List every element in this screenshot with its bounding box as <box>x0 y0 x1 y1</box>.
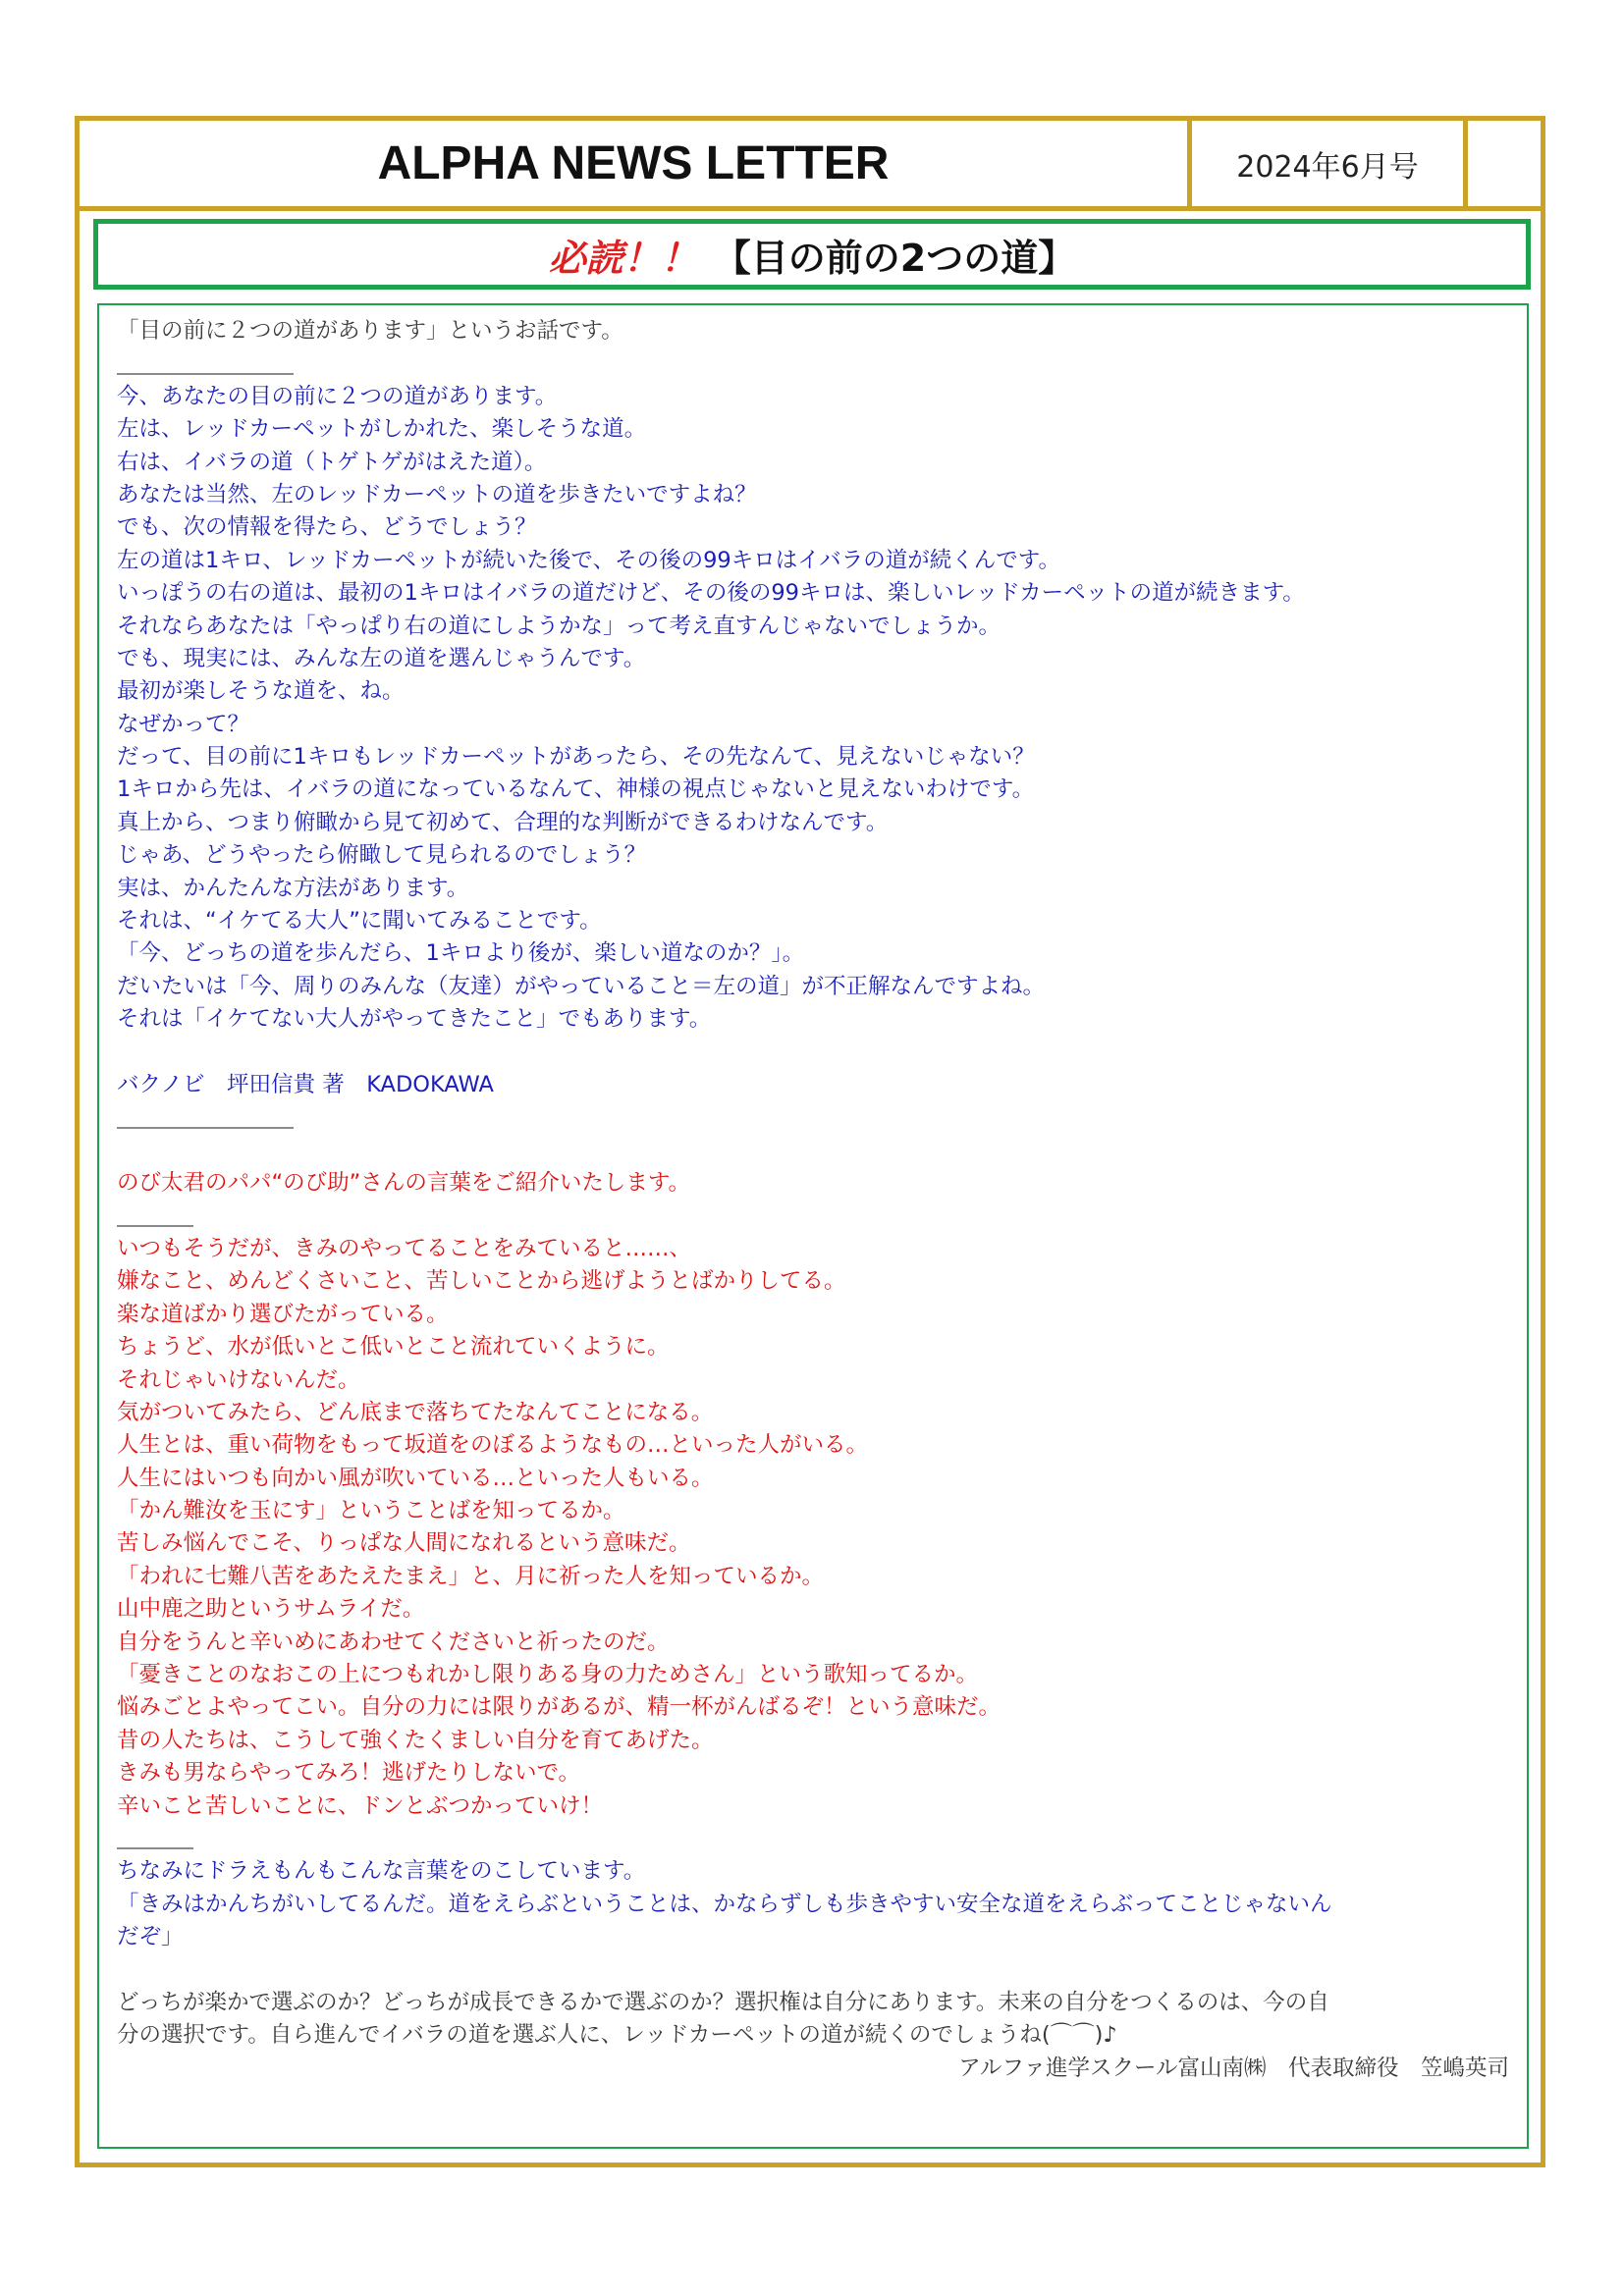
quote-line: いつもそうだが、きみのやってることをみていると……、 <box>117 1235 692 1261</box>
story-line: あなたは当然、左のレッドカーペットの道を歩きたいですよね？ <box>117 481 757 507</box>
story-line: でも、次の情報を得たら、どうでしょう？ <box>117 514 537 541</box>
story-line: なぜかって？ <box>117 711 250 737</box>
must-read-label: 必読！！ <box>548 236 698 280</box>
intro-line: 「目の前に２つの道があります」というお話です。 <box>117 318 623 344</box>
quote-line: 辛いこと苦しいことに、ドンとぶつかっていけ！ <box>117 1792 604 1819</box>
doraemon-line: だぞ」 <box>117 1924 184 1950</box>
quote-line: 山中鹿之助というサムライだ。 <box>117 1596 425 1623</box>
story-section <box>117 381 1509 1037</box>
divider <box>117 347 1509 380</box>
article-body <box>97 303 1529 2149</box>
header <box>80 121 1541 211</box>
quote-line: 気がついてみたら、どん底まで落ちてたなんてことになる。 <box>117 1399 714 1425</box>
headline-banner <box>93 219 1531 290</box>
newsletter-frame <box>75 116 1545 2167</box>
divider <box>117 1101 1509 1134</box>
story-line: 今、あなたの目の前に２つの道があります。 <box>117 383 558 409</box>
divider <box>117 1201 1509 1233</box>
story-line: 左の道は1キロ、レッドカーペットが続いた後で、その後の99キロはイバラの道が続くんです。 <box>117 547 1060 573</box>
story-line: 左は、レッドカーペットがしかれた、楽しそうな道。 <box>117 416 647 443</box>
quote-line: 嫌なこと、めんどくさいこと、苦しいことから逃げようとばかりしてる。 <box>117 1268 846 1295</box>
story-line: 「今、どっちの道を歩んだら、1キロより後が、楽しい道なのか？」。 <box>117 940 805 967</box>
story-line: それは「イケてない大人がやってきたこと」でもあります。 <box>117 1006 712 1033</box>
newsletter-title: ALPHA NEWS LETTER <box>377 137 890 189</box>
closing-line: 分の選択です。自ら進んでイバラの道を選ぶ人に、レッドカーペットの道が続くのでしょうね(⌒⌒)♪ <box>117 2022 1117 2049</box>
quote-line: ちょうど、水が低いとこ低いとこと流れていくように。 <box>117 1334 670 1361</box>
story-line: 最初が楽しそうな道を、ね。 <box>117 678 405 705</box>
nobisuke-intro: のび太君のパパ“のび助”さんの言葉をご紹介いたします。 <box>117 1170 691 1197</box>
quote-line: 人生とは、重い荷物をもって坂道をのぼるようなもの…といった人がいる。 <box>117 1432 869 1459</box>
story-line: 右は、イバラの道（トゲトゲがはえた道）。 <box>117 449 547 475</box>
story-line: 真上から、つまり俯瞰から見て初めて、合理的な判断ができるわけなんです。 <box>117 809 889 835</box>
quote-line: 楽な道ばかり選びたがっている。 <box>117 1301 449 1327</box>
story-line: だって、目の前に1キロもレッドカーペットがあったら、その先なんて、見えないじゃない？ <box>117 744 1035 771</box>
quote-line: 悩みごとよやってこい。自分の力には限りがあるが、精一杯がんばるぞ！という意味だ。 <box>117 1694 1001 1721</box>
quote-line: きみも男ならやってみろ！逃げたりしないで。 <box>117 1760 581 1787</box>
doraemon-quote <box>117 1855 1509 1953</box>
source-citation: バクノビ 坪田信貴 著 KADOKAWA <box>117 1071 494 1097</box>
story-line: 1キロから先は、イバラの道になっているなんて、神様の視点じゃないと見えないわけです。 <box>117 776 1035 803</box>
story-line: それならあなたは「やっぱり右の道にしようかな」って考え直すんじゃないでしょうか。 <box>117 613 1001 639</box>
quote-line: 「憂きことのなおこの上につもれかし限りある身の力ためさん」という歌知ってるか。 <box>117 1662 979 1688</box>
story-line: だいたいは「今、周りのみんな（友達）がやっていること＝左の道」が不正解なんですよね。 <box>117 973 1046 999</box>
story-line: それは、“イケてる大人”に聞いてみることです。 <box>117 908 602 934</box>
quote-line: 「かん難汝を玉にす」ということばを知ってるか。 <box>117 1498 625 1524</box>
quote-line: 昔の人たちは、こうして強くたくましい自分を育てあげた。 <box>117 1727 714 1753</box>
issue-date: 2024年6月号 <box>1187 121 1468 206</box>
story-line: いっぽうの右の道は、最初の1キロはイバラの道だけど、その後の99キロは、楽しいレッドカーペットの道が続きます。 <box>117 580 1305 607</box>
doraemon-line: ちなみにドラえもんもこんな言葉をのこしています。 <box>117 1858 646 1885</box>
signature: アルファ進学スクール富山南㈱ 代表取締役 笠嶋英司 <box>958 2055 1509 2081</box>
quote-line: 人生にはいつも向かい風が吹いている…といった人もいる。 <box>117 1465 714 1491</box>
story-line: 実は、かんたんな方法があります。 <box>117 875 469 901</box>
quote-line: 自分をうんと辛いめにあわせてくださいと祈ったのだ。 <box>117 1629 670 1655</box>
quote-line: 苦しみ悩んでこそ、りっぱな人間になれるという意味だ。 <box>117 1530 691 1557</box>
nobisuke-quote <box>117 1233 1509 1823</box>
headline-topic: 【目の前の2つの道】 <box>713 236 1076 280</box>
quote-line: 「われに七難八苦をあたえたまえ」と、月に祈った人を知っているか。 <box>117 1563 825 1589</box>
closing-paragraph <box>117 1987 1509 2053</box>
doraemon-line: 「きみはかんちがいしてるんだ。道をえらぶということは、かならずしも歩きやすい安全な道をえらぶってことじゃないん <box>117 1891 1332 1917</box>
story-line: じゃあ、どうやったら俯瞰して見られるのでしょう？ <box>117 842 647 869</box>
story-line: でも、現実には、みんな左の道を選んじゃうんです。 <box>117 645 646 671</box>
quote-line: それじゃいけないんだ。 <box>117 1366 360 1393</box>
divider <box>117 1823 1509 1855</box>
closing-line: どっちが楽かで選ぶのか？どっちが成長できるかで選ぶのか？選択権は自分にあります。未来の自分をつくるのは、今の自 <box>117 1989 1329 2015</box>
